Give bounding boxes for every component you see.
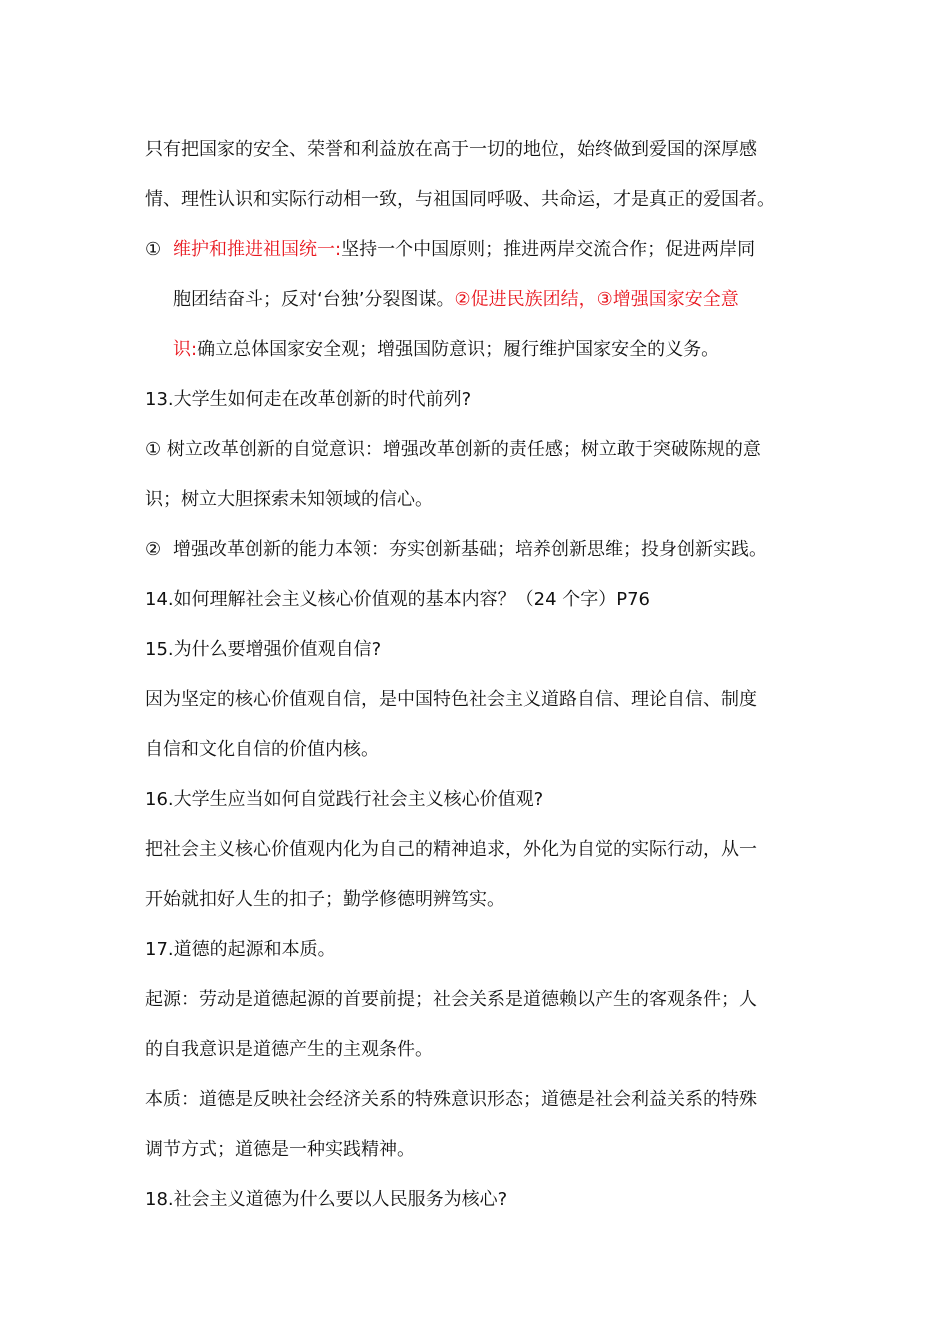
answer-line: 本质：道德是反映社会经济关系的特殊意识形态；道德是社会利益关系的特殊 — [145, 1089, 757, 1110]
highlight-text: ②促进民族团结，③增强国家安全意 — [454, 289, 739, 310]
document-page — [145, 125, 810, 1225]
question-heading: 18.社会主义道德为什么要以人民服务为核心? — [145, 1189, 508, 1210]
list-item-continuation — [145, 275, 810, 325]
answer-line: 因为坚定的核心价值观自信，是中国特色社会主义道路自信、理论自信、制度 — [145, 689, 757, 710]
question-heading: 16.大学生应当如何自觉践行社会主义核心价值观? — [145, 789, 544, 810]
answer-line: 自信和文化自信的价值内核。 — [145, 739, 379, 760]
highlight-text: 维护和推进祖国统一: — [173, 239, 342, 260]
question-heading: 14.如何理解社会主义核心价值观的基本内容？（24 个字）P76 — [145, 589, 651, 610]
list-number: ② — [145, 539, 162, 560]
body-text: 确立总体国家安全观；增强国防意识；履行维护国家安全的义务。 — [197, 339, 720, 360]
answer-line: 的自我意识是道德产生的主观条件。 — [145, 1039, 433, 1060]
answer-line: ① 树立改革创新的自觉意识：增强改革创新的责任感；树立敢于突破陈规的意 — [145, 439, 761, 460]
question-heading: 17.道德的起源和本质。 — [145, 939, 336, 960]
question-heading: 15.为什么要增强价值观自信? — [145, 639, 382, 660]
paragraph-line: 只有把国家的安全、荣誉和利益放在高于一切的地位，始终做到爱国的深厚感 — [145, 139, 757, 160]
answer-line: 调节方式；道德是一种实践精神。 — [145, 1139, 415, 1160]
highlight-text: 识: — [173, 339, 198, 360]
answer-line: 开始就扣好人生的扣子；勤学修德明辨笃实。 — [145, 889, 505, 910]
list-item-reunification — [145, 225, 810, 275]
body-text: 胞团结奋斗；反对‘台独’分裂图谋。 — [173, 289, 455, 310]
answer-line: 起源：劳动是道德起源的首要前提；社会关系是道德赖以产生的客观条件；人 — [145, 989, 757, 1010]
answer-line: 把社会主义核心价值观内化为自己的精神追求，外化为自觉的实际行动，从一 — [145, 839, 757, 860]
answer-line — [145, 525, 810, 575]
body-text: 坚持一个中国原则；推进两岸交流合作；促进两岸同 — [341, 239, 756, 260]
list-item-continuation — [145, 325, 810, 375]
paragraph-line: 情、理性认识和实际行动相一致，与祖国同呼吸、共命运，才是真正的爱国者。 — [145, 189, 775, 210]
list-number: ① — [145, 239, 162, 260]
question-heading: 13.大学生如何走在改革创新的时代前列? — [145, 389, 472, 410]
body-text: 增强改革创新的能力本领：夯实创新基础；培养创新思维；投身创新实践。 — [173, 539, 767, 560]
answer-line: 识；树立大胆探索未知领域的信心。 — [145, 489, 433, 510]
